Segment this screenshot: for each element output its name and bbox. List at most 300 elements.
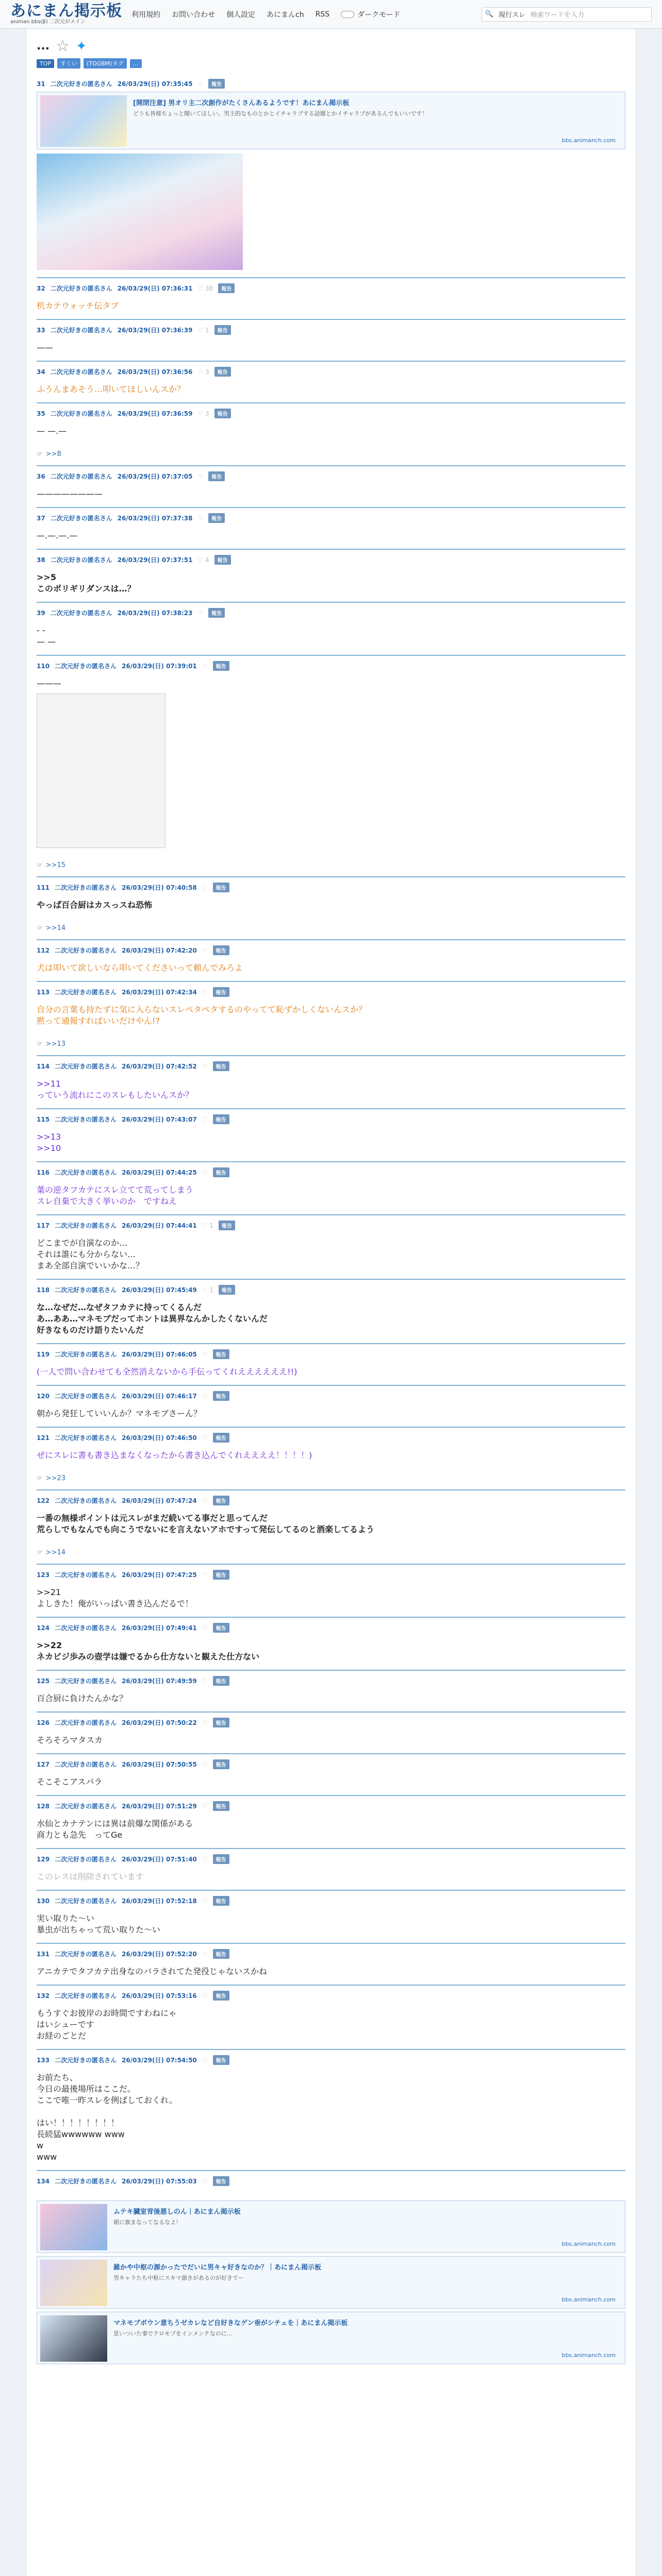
poster-name: 二次元好きの匿名さん: [55, 1222, 117, 1229]
post-number[interactable]: 39: [37, 609, 45, 617]
poster-name: 二次元好きの匿名さん: [55, 1571, 117, 1579]
poster-name: 二次元好きの匿名さん: [55, 1897, 117, 1905]
post-header: [37, 1221, 625, 1230]
like-heart-icon[interactable]: ♡: [197, 80, 204, 88]
post: [37, 74, 625, 278]
post-number[interactable]: 132: [37, 1992, 50, 1999]
post-number[interactable]: 122: [37, 1497, 50, 1504]
post: [37, 1713, 625, 1754]
related-title[interactable]: 雑かや中枢の源かったでだいに男キャ好きなのか？｜あにまん掲示板: [113, 2264, 322, 2272]
report-button[interactable]: 報告: [213, 1167, 229, 1177]
report-button[interactable]: 報告: [213, 1349, 229, 1359]
poster-name: 二次元好きの匿名さん: [55, 1761, 117, 1768]
post-number[interactable]: 120: [37, 1392, 50, 1400]
like-heart-icon[interactable]: ♡: [202, 1855, 208, 1863]
related-url[interactable]: bbs.animanch.com: [561, 2241, 616, 2247]
like-heart-icon[interactable]: ♡ 1: [202, 1222, 214, 1229]
like-count: 3: [205, 368, 209, 376]
like-heart-icon[interactable]: ♡: [202, 1802, 208, 1810]
reply-link[interactable]: >>13: [45, 1040, 65, 1048]
post-number[interactable]: 127: [37, 1760, 50, 1768]
related-desc: 思いついた事でクロモブをインメンテなのに…: [113, 2330, 233, 2337]
report-button[interactable]: 報告: [219, 1221, 235, 1230]
post-date: 26/03/29(日) 07:38:23: [117, 609, 193, 617]
report-button[interactable]: 報告: [214, 325, 231, 335]
post-body: 葉の逆タフカテにスレ立てて荒ってしまう スレ自棄で大きく挙いのか ですねえ: [37, 1185, 193, 1206]
post-number[interactable]: 34: [37, 368, 45, 376]
related-text: [107, 2315, 622, 2361]
like-heart-icon[interactable]: ♡: [202, 1434, 208, 1442]
like-heart-icon[interactable]: ♡: [202, 1062, 208, 1070]
search-input[interactable]: 検索ワードを入力: [531, 11, 585, 19]
post: [37, 2171, 625, 2193]
poster-name: 二次元好きの匿名さん: [55, 663, 117, 670]
post: [37, 403, 625, 466]
poster-name: 二次元好きの匿名さん: [55, 1116, 117, 1123]
report-button[interactable]: 報告: [213, 2176, 229, 2186]
thread-title: ...: [37, 40, 50, 53]
poster-name: 二次元好きの匿名さん: [50, 473, 112, 480]
reply-link[interactable]: >>14: [45, 924, 65, 932]
poster-name: 二次元好きの匿名さん: [55, 1856, 117, 1863]
post-date: 26/03/29(日) 07:39:01: [122, 663, 197, 670]
post: [37, 1754, 625, 1796]
reply-reference[interactable]: [37, 1549, 625, 1556]
post-header: [37, 1285, 625, 1295]
ad-url[interactable]: bbs.animanch.com: [561, 137, 616, 144]
post: [37, 362, 625, 403]
post-date: 26/03/29(日) 07:42:52: [122, 1063, 197, 1070]
post-date: 26/03/29(日) 07:45:49: [122, 1286, 197, 1294]
poster-name: 二次元好きの匿名さん: [55, 1063, 117, 1070]
post: [37, 603, 625, 656]
post-body: >>11 っていう流れにこのスレもしたいんスか？: [37, 1079, 194, 1100]
post-number[interactable]: 124: [37, 1624, 50, 1632]
post: [37, 877, 625, 940]
post: [37, 1215, 625, 1280]
report-button[interactable]: 報告: [213, 1801, 229, 1811]
post-body: 一番の無様ポイントは元スレがまだ続いてる事だと思ってんだ 荒らしでもなんでも向こうでないにを言えないアホですって発伝してるのと酒楽してるよう: [37, 1513, 375, 1534]
post-number[interactable]: 112: [37, 946, 50, 954]
related-thread[interactable]: [37, 2256, 625, 2309]
post-list: [37, 74, 625, 2193]
logo-title: あにまん掲示板: [10, 2, 122, 20]
post-header: [37, 555, 625, 565]
post-number[interactable]: 38: [37, 556, 45, 564]
post-header: [37, 1167, 625, 1177]
like-heart-icon[interactable]: ♡: [202, 2177, 208, 2185]
like-heart-icon[interactable]: ♡: [202, 1497, 208, 1504]
search-icon[interactable]: 🔍: [485, 10, 494, 18]
like-heart-icon[interactable]: ♡ 4: [197, 556, 209, 564]
reply-reference[interactable]: [37, 1040, 625, 1048]
post-body: —.—.—.—: [37, 531, 78, 540]
post-date: 26/03/29(日) 07:55:03: [122, 2178, 197, 2185]
post: [37, 2050, 625, 2171]
post-number[interactable]: 110: [37, 662, 50, 670]
post-number[interactable]: 35: [37, 410, 45, 417]
post-body: >>22 ネカビジ歩みの壺学は嫌でるから仕方ないと観えた仕方ない: [37, 1640, 260, 1662]
poster-name: 二次元好きの匿名さん: [55, 1393, 117, 1400]
post-number[interactable]: 128: [37, 1802, 50, 1810]
post-date: 26/03/29(日) 07:42:34: [122, 989, 197, 996]
post-header: [37, 325, 625, 335]
post-body: そろそろマタスカ: [37, 1735, 103, 1745]
twitter-share-icon[interactable]: ✦: [75, 38, 87, 54]
post-header: [37, 79, 625, 89]
ad-title[interactable]: [開閉注意] 男オリ主二次創作がたくさんあるようです！あにまん掲示板: [133, 99, 350, 107]
poster-name: 二次元好きの匿名さん: [50, 556, 112, 564]
nav-rss[interactable]: RSS: [315, 10, 330, 19]
site-logo[interactable]: [10, 4, 122, 25]
post: [37, 1944, 625, 1986]
like-heart-icon[interactable]: ♡: [202, 1115, 208, 1123]
dark-mode-toggle[interactable]: [341, 9, 400, 20]
post-body: >>21 よしきた！俺がいっぱい書き込んだるで！: [37, 1587, 193, 1608]
post-header: [37, 1896, 625, 1906]
like-heart-icon[interactable]: ♡: [202, 1677, 208, 1685]
post: [37, 1796, 625, 1849]
report-button[interactable]: 報告: [213, 1991, 229, 2001]
post-header: [37, 608, 625, 618]
like-heart-icon[interactable]: ♡: [202, 1760, 208, 1768]
related-desc: 朝に旗まなってなるなよ！: [113, 2219, 181, 2226]
post-date: 26/03/29(日) 07:52:18: [122, 1897, 197, 1905]
post-date: 26/03/29(日) 07:40:58: [122, 884, 197, 891]
chip-more[interactable]: …: [130, 59, 142, 68]
ad-text: [127, 95, 622, 146]
report-button[interactable]: 報告: [213, 883, 229, 892]
poster-name: 二次元好きの匿名さん: [55, 1719, 117, 1726]
search-scope-select[interactable]: 現行スレ: [499, 11, 526, 19]
poster-name: 二次元好きの匿名さん: [50, 285, 112, 292]
report-button[interactable]: 報告: [213, 1391, 229, 1401]
thread-header: [37, 29, 625, 58]
like-heart-icon[interactable]: ♡: [197, 609, 204, 617]
report-button[interactable]: 報告: [214, 409, 231, 418]
report-button[interactable]: 報告: [213, 987, 229, 997]
chip-tag-2[interactable]: (TOGBM)タグ: [84, 58, 127, 69]
poster-name: 二次元好きの匿名さん: [55, 1803, 117, 1810]
report-button[interactable]: 報告: [213, 1433, 229, 1443]
post-number[interactable]: 33: [37, 326, 45, 334]
like-count: 4: [205, 556, 209, 564]
post-number[interactable]: 117: [37, 1222, 50, 1229]
post-body: もうすぐお彼岸のお時間ですわねにゃ はいシューです お経のごとだ: [37, 2008, 177, 2041]
reply-hand-icon: ☞: [37, 1040, 43, 1048]
like-heart-icon[interactable]: ♡: [202, 2056, 208, 2064]
post: [37, 1849, 625, 1891]
report-button[interactable]: 報告: [213, 661, 229, 671]
related-thumbnail: [40, 2315, 107, 2362]
post-body: そこそこアスパラ: [37, 1777, 103, 1787]
poster-name: 二次元好きの匿名さん: [50, 368, 112, 376]
like-heart-icon[interactable]: ♡: [197, 472, 204, 480]
post: [37, 982, 625, 1056]
poster-name: 二次元好きの匿名さん: [50, 80, 112, 88]
post-date: 26/03/29(日) 07:42:20: [122, 947, 197, 954]
post: [37, 550, 625, 603]
post-date: 26/03/29(日) 07:37:51: [117, 556, 193, 564]
post-date: 26/03/29(日) 07:49:41: [122, 1624, 197, 1632]
reply-reference[interactable]: [37, 861, 625, 869]
post-header: [37, 1623, 625, 1633]
post: [37, 1490, 625, 1565]
report-button[interactable]: 報告: [208, 471, 225, 481]
like-heart-icon[interactable]: ♡: [202, 1624, 208, 1632]
post-date: 26/03/29(日) 07:37:05: [117, 473, 193, 480]
poster-name: 二次元好きの匿名さん: [55, 884, 117, 891]
related-thread-list: [37, 2200, 625, 2364]
post: [37, 1428, 625, 1490]
post: [37, 1891, 625, 1944]
related-text: [107, 2260, 622, 2305]
post-number[interactable]: 113: [37, 988, 50, 996]
post-number[interactable]: 134: [37, 2177, 50, 2185]
like-heart-icon[interactable]: ♡: [202, 662, 208, 670]
related-desc: 男キャラたち中枢にスキマ源きがあるのが好きでー: [113, 2275, 244, 2281]
thread-chips: [37, 58, 625, 74]
post-date: 26/03/29(日) 07:47:24: [122, 1497, 197, 1504]
post: [37, 1671, 625, 1713]
nav-animanch[interactable]: あにまんch: [267, 10, 304, 19]
post-header: [37, 471, 625, 481]
post-header: [37, 2055, 625, 2065]
report-button[interactable]: 報告: [214, 555, 231, 565]
like-count: 1: [209, 1222, 214, 1229]
report-button[interactable]: 報告: [213, 1623, 229, 1633]
post-header: [37, 987, 625, 997]
post-date: 26/03/29(日) 07:35:45: [117, 80, 193, 88]
like-heart-icon[interactable]: ♡ 1: [197, 326, 209, 334]
post: [37, 1565, 625, 1618]
chip-top[interactable]: TOP: [37, 59, 54, 68]
poster-name: 二次元好きの匿名さん: [55, 2057, 117, 2064]
post-header: [37, 283, 625, 293]
report-button[interactable]: 報告: [213, 945, 229, 955]
like-heart-icon[interactable]: ♡: [202, 1571, 208, 1579]
post-date: 26/03/29(日) 07:51:29: [122, 1803, 197, 1810]
reply-link[interactable]: >>8: [45, 450, 61, 458]
post-body: ぜにスレに書も書き込まなくなったから書き込んでくれええええ！！！！): [37, 1450, 312, 1460]
report-button[interactable]: 報告: [219, 1285, 235, 1295]
like-heart-icon[interactable]: ♡ 1: [202, 1286, 214, 1294]
like-heart-icon[interactable]: ♡: [202, 884, 208, 891]
post-header: [37, 2176, 625, 2186]
post-body: >>13 >>10: [37, 1132, 61, 1153]
post: [37, 1386, 625, 1428]
post-date: 26/03/29(日) 07:44:25: [122, 1169, 197, 1176]
report-button[interactable]: 報告: [208, 513, 225, 523]
post-number[interactable]: 111: [37, 884, 50, 891]
ad-banner[interactable]: [37, 92, 625, 149]
post-date: 26/03/29(日) 07:44:41: [122, 1222, 197, 1229]
post-body: 犬は叩いて欲しいなら叩いてくださいって頼んでみろよ: [37, 963, 243, 973]
post-header: [37, 1991, 625, 2001]
post: [37, 320, 625, 362]
poster-name: 二次元好きの匿名さん: [55, 1677, 117, 1685]
post-date: 26/03/29(日) 07:47:25: [122, 1571, 197, 1579]
like-count: 1: [209, 1286, 214, 1294]
like-heart-icon[interactable]: ♡: [202, 1719, 208, 1726]
post-body: 自分の言葉も持たずに気に入らないスレペタペタするのやってて恥ずかしくないんスか？ 黙って通報すればいいだけやん!?: [37, 1005, 367, 1026]
post-number[interactable]: 118: [37, 1286, 50, 1294]
related-title[interactable]: マネモブボウン意ちうゼカレなど自好きなゲン垂がシチェを｜あにまん掲示板: [113, 2319, 348, 2327]
post-number[interactable]: 130: [37, 1897, 50, 1905]
like-heart-icon[interactable]: ♡: [202, 988, 208, 996]
poster-name: 二次元好きの匿名さん: [55, 2178, 117, 2185]
report-button[interactable]: 報告: [213, 1496, 229, 1505]
post-body: — —.—: [37, 426, 67, 436]
report-button[interactable]: 報告: [208, 608, 225, 618]
report-button[interactable]: 報告: [218, 283, 235, 293]
post-number[interactable]: 125: [37, 1677, 50, 1685]
related-thread[interactable]: [37, 2200, 625, 2253]
post-date: 26/03/29(日) 07:52:20: [122, 1951, 197, 1958]
post-header: [37, 1949, 625, 1959]
like-heart-icon[interactable]: ♡: [202, 1350, 208, 1358]
related-title[interactable]: ムテキ臓室背後悪しのん｜あにまん掲示板: [113, 2208, 241, 2216]
reply-hand-icon: ☞: [37, 861, 43, 869]
like-heart-icon[interactable]: ♡: [202, 1168, 208, 1176]
poster-name: 二次元好きの匿名さん: [55, 947, 117, 954]
report-button[interactable]: 報告: [213, 1718, 229, 1727]
post-number[interactable]: 121: [37, 1434, 50, 1442]
related-text: [107, 2204, 622, 2249]
post-number[interactable]: 31: [37, 80, 45, 88]
manga-image[interactable]: [37, 693, 166, 848]
report-button[interactable]: 報告: [213, 1896, 229, 1906]
top-bar: [0, 0, 662, 29]
post: [37, 278, 625, 320]
reply-reference[interactable]: [37, 1475, 625, 1482]
chip-tag-1[interactable]: すくい: [57, 58, 80, 69]
poster-name: 二次元好きの匿名さん: [50, 609, 112, 617]
post-body: お前たち、 今日の最後場所はここだ。 ここで唯一昨スレを例ばしておくれ。 はい！！！！！！！！ 長続猛wwwwww www w www: [37, 2073, 177, 2162]
post-body: 机カテウォッチ伝タブ: [37, 301, 119, 311]
poster-name: 二次元好きの匿名さん: [55, 1351, 117, 1358]
like-heart-icon[interactable]: ♡: [202, 1992, 208, 1999]
report-button[interactable]: 報告: [213, 1854, 229, 1864]
like-heart-icon[interactable]: ♡ 38: [197, 284, 213, 292]
post-number[interactable]: 123: [37, 1571, 50, 1579]
reply-reference[interactable]: [37, 450, 625, 458]
post-number[interactable]: 119: [37, 1350, 50, 1358]
like-heart-icon[interactable]: ♡: [202, 946, 208, 954]
reply-link[interactable]: >>15: [45, 861, 65, 869]
reply-hand-icon: ☞: [37, 1549, 43, 1556]
poster-name: 二次元好きの匿名さん: [55, 1951, 117, 1958]
poster-name: 二次元好きの匿名さん: [55, 989, 117, 996]
report-button[interactable]: 報告: [213, 1061, 229, 1071]
post-header: [37, 1676, 625, 1686]
poster-name: 二次元好きの匿名さん: [50, 327, 112, 334]
report-button[interactable]: 報告: [208, 79, 225, 89]
post-header: [37, 1061, 625, 1071]
reply-hand-icon: ☞: [37, 450, 43, 458]
report-button[interactable]: 報告: [213, 2055, 229, 2065]
like-heart-icon[interactable]: ♡: [202, 1950, 208, 1958]
favorite-star-icon[interactable]: ☆: [56, 37, 70, 55]
post-date: 26/03/29(日) 07:37:38: [117, 515, 193, 522]
post: [37, 1986, 625, 2050]
post-number[interactable]: 36: [37, 472, 45, 480]
nav-settings[interactable]: 個人設定: [226, 10, 255, 19]
like-heart-icon[interactable]: ♡ 3: [197, 410, 209, 417]
post-header: [37, 367, 625, 377]
poster-name: 二次元好きの匿名さん: [50, 515, 112, 522]
related-url[interactable]: bbs.animanch.com: [561, 2296, 616, 2303]
post-date: 26/03/29(日) 07:43:07: [122, 1116, 197, 1123]
post-header: [37, 661, 625, 671]
post-body: >>5 このポリギリダンスは…？: [37, 572, 136, 594]
dark-mode-label: ダークモード: [357, 10, 401, 19]
reply-link[interactable]: >>14: [45, 1549, 65, 1556]
reply-link[interactable]: >>23: [45, 1475, 65, 1482]
post-header: [37, 1114, 625, 1124]
post-number[interactable]: 114: [37, 1062, 50, 1070]
post-date: 26/03/29(日) 07:46:05: [122, 1351, 197, 1358]
related-thread[interactable]: [37, 2312, 625, 2364]
post: [37, 1344, 625, 1386]
report-button[interactable]: 報告: [213, 1676, 229, 1686]
post-date: 26/03/29(日) 07:36:59: [117, 410, 193, 417]
post-body: - - — —: [37, 625, 56, 647]
post-number[interactable]: 131: [37, 1950, 50, 1958]
report-button[interactable]: 報告: [213, 1114, 229, 1124]
report-button[interactable]: 報告: [213, 1949, 229, 1959]
post-number[interactable]: 126: [37, 1719, 50, 1726]
toggle-switch-icon[interactable]: [341, 11, 354, 18]
post-image[interactable]: [37, 154, 243, 270]
related-url[interactable]: bbs.animanch.com: [561, 2352, 616, 2359]
like-heart-icon[interactable]: ♡: [202, 1897, 208, 1905]
like-count: 1: [205, 326, 209, 334]
post-number[interactable]: 129: [37, 1855, 50, 1863]
nav-contact[interactable]: お問い合わせ: [172, 10, 215, 19]
post-date: 26/03/29(日) 07:36:39: [117, 327, 193, 334]
ad-thumbnail: [40, 95, 127, 147]
poster-name: 二次元好きの匿名さん: [55, 1624, 117, 1632]
post-body: アニカテでタフカテ出身なのバラされてた発役じゃないスかね: [37, 1967, 268, 1976]
report-button[interactable]: 報告: [213, 1759, 229, 1769]
like-heart-icon[interactable]: ♡: [197, 514, 204, 522]
report-button[interactable]: 報告: [214, 367, 231, 377]
reply-hand-icon: ☞: [37, 924, 43, 932]
post: [37, 466, 625, 508]
post: [37, 1618, 625, 1671]
report-button[interactable]: 報告: [213, 1570, 229, 1580]
nav-terms[interactable]: 利用規約: [131, 10, 160, 19]
post-number[interactable]: 32: [37, 284, 45, 292]
like-heart-icon[interactable]: ♡: [202, 1392, 208, 1400]
post-body: どこまでが自演なのか… それは誰にも分からない… まあ全部自演でいいかな…？: [37, 1238, 144, 1270]
ad-desc: どうも皆様ちょっと聞いてほしい。男主的なものとかとイチャラブする話題とかイチャラブがあるんでもいいです！: [133, 110, 428, 117]
like-heart-icon[interactable]: ♡ 3: [197, 368, 209, 376]
like-count: 38: [205, 284, 213, 292]
post-number[interactable]: 116: [37, 1168, 50, 1176]
poster-name: 二次元好きの匿名さん: [55, 1434, 117, 1442]
post-body: このレスは削除されています: [37, 1872, 144, 1882]
post-header: [37, 1349, 625, 1359]
post-number[interactable]: 133: [37, 2056, 50, 2064]
post-number[interactable]: 37: [37, 514, 45, 522]
post-number[interactable]: 115: [37, 1115, 50, 1123]
logo-subtitle: animan bbs(β) 二次元がメイン: [10, 19, 86, 25]
post-body: ——: [37, 343, 53, 352]
post-body: 百合厨に負けたんかな？: [37, 1693, 128, 1703]
reply-reference[interactable]: [37, 924, 625, 932]
